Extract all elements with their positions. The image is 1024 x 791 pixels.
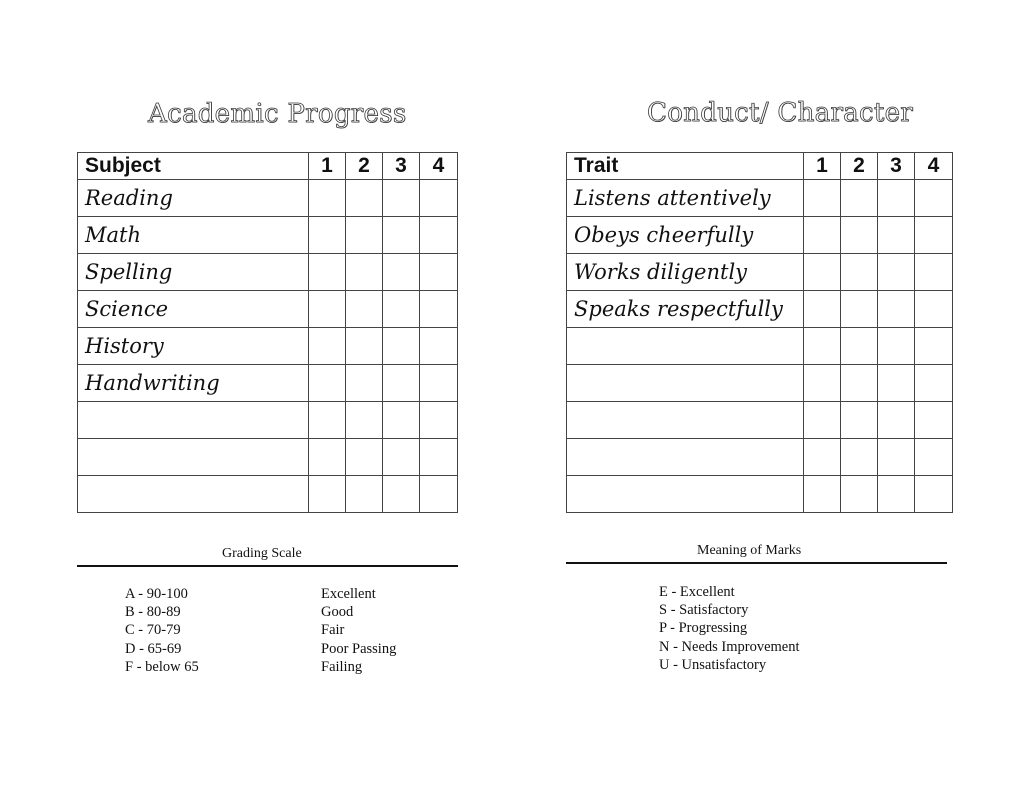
mark-cell-term-3[interactable] xyxy=(383,402,420,439)
mark-cell-term-1[interactable] xyxy=(309,180,346,217)
mark-cell-term-2[interactable] xyxy=(841,402,878,439)
mark-cell-term-4[interactable] xyxy=(420,476,458,513)
mark-cell-term-4[interactable] xyxy=(915,217,953,254)
mark-cell-term-3[interactable] xyxy=(383,180,420,217)
term-1-column-header: 1 xyxy=(309,153,346,180)
academic-label-cell: Math xyxy=(78,217,309,254)
conduct-label-cell: Works diligently xyxy=(567,254,804,291)
table-row xyxy=(78,180,458,217)
academic-label-cell: Science xyxy=(78,291,309,328)
mark-cell-term-4[interactable] xyxy=(420,291,458,328)
conduct-label-cell xyxy=(567,365,804,402)
mark-cell-term-3[interactable] xyxy=(383,439,420,476)
trait-column-header: Trait xyxy=(567,153,804,180)
mark-cell-term-2[interactable] xyxy=(346,291,383,328)
table-row xyxy=(78,365,458,402)
mark-cell-term-1[interactable] xyxy=(309,439,346,476)
academic-label-cell xyxy=(78,439,309,476)
academic-label-cell: Reading xyxy=(78,180,309,217)
term-2-column-header: 2 xyxy=(346,153,383,180)
grading-scale-title: Grading Scale xyxy=(222,546,302,561)
mark-cell-term-1[interactable] xyxy=(309,476,346,513)
mark-cell-term-4[interactable] xyxy=(915,402,953,439)
mark-cell-term-1[interactable] xyxy=(804,217,841,254)
conduct-character-table xyxy=(566,152,953,513)
mark-item: N - Needs Improvement xyxy=(659,638,800,655)
mark-cell-term-2[interactable] xyxy=(346,402,383,439)
mark-cell-term-1[interactable] xyxy=(804,328,841,365)
mark-cell-term-4[interactable] xyxy=(915,476,953,513)
conduct-label-cell xyxy=(567,402,804,439)
mark-cell-term-2[interactable] xyxy=(841,254,878,291)
mark-cell-term-4[interactable] xyxy=(915,328,953,365)
mark-cell-term-3[interactable] xyxy=(878,180,915,217)
academic-table-body xyxy=(78,180,458,513)
mark-item: E - Excellent xyxy=(659,584,735,600)
mark-cell-term-1[interactable] xyxy=(309,217,346,254)
conduct-label-cell: Listens attentively xyxy=(567,180,804,217)
mark-cell-term-2[interactable] xyxy=(346,439,383,476)
term-3-column-header: 3 xyxy=(383,153,420,180)
mark-cell-term-2[interactable] xyxy=(841,328,878,365)
mark-cell-term-4[interactable] xyxy=(420,328,458,365)
mark-cell-term-2[interactable] xyxy=(346,476,383,513)
mark-cell-term-4[interactable] xyxy=(420,402,458,439)
mark-cell-term-3[interactable] xyxy=(878,328,915,365)
table-row xyxy=(78,217,458,254)
grade-description-item: Poor Passing xyxy=(321,640,397,657)
term-1-column-header: 1 xyxy=(804,153,841,180)
mark-cell-term-1[interactable] xyxy=(309,328,346,365)
mark-cell-term-2[interactable] xyxy=(346,180,383,217)
table-row xyxy=(78,328,458,365)
grade-description-list xyxy=(321,585,396,676)
mark-cell-term-2[interactable] xyxy=(346,254,383,291)
academic-progress-title: Academic Progress xyxy=(148,99,407,129)
mark-cell-term-1[interactable] xyxy=(804,476,841,513)
grade-description-item: Good xyxy=(321,604,354,621)
table-row xyxy=(567,476,953,513)
mark-cell-term-3[interactable] xyxy=(878,402,915,439)
grade-description-item: Fair xyxy=(321,622,345,639)
table-row xyxy=(567,180,953,217)
mark-cell-term-1[interactable] xyxy=(309,291,346,328)
table-row xyxy=(78,254,458,291)
mark-cell-term-2[interactable] xyxy=(346,328,383,365)
mark-cell-term-3[interactable] xyxy=(383,291,420,328)
mark-cell-term-1[interactable] xyxy=(804,291,841,328)
term-4-column-header: 4 xyxy=(420,153,458,180)
academic-label-cell xyxy=(78,402,309,439)
mark-cell-term-4[interactable] xyxy=(915,365,953,402)
academic-label-cell: Handwriting xyxy=(78,365,309,402)
academic-progress-table xyxy=(77,152,458,513)
mark-cell-term-4[interactable] xyxy=(915,291,953,328)
mark-cell-term-1[interactable] xyxy=(309,365,346,402)
table-row xyxy=(78,291,458,328)
mark-cell-term-3[interactable] xyxy=(383,254,420,291)
mark-cell-term-4[interactable] xyxy=(420,217,458,254)
mark-cell-term-3[interactable] xyxy=(878,476,915,513)
mark-cell-term-4[interactable] xyxy=(420,254,458,291)
mark-cell-term-1[interactable] xyxy=(804,180,841,217)
academic-header-row xyxy=(78,153,458,180)
grade-range-item: C - 70-79 xyxy=(125,622,181,639)
mark-cell-term-3[interactable] xyxy=(383,217,420,254)
conduct-header-row xyxy=(567,153,953,180)
mark-cell-term-4[interactable] xyxy=(420,439,458,476)
mark-cell-term-2[interactable] xyxy=(346,365,383,402)
mark-cell-term-3[interactable] xyxy=(878,254,915,291)
mark-cell-term-2[interactable] xyxy=(841,476,878,513)
table-row xyxy=(78,439,458,476)
academic-label-cell: Spelling xyxy=(78,254,309,291)
conduct-table-body xyxy=(567,180,953,513)
mark-cell-term-3[interactable] xyxy=(878,439,915,476)
mark-cell-term-2[interactable] xyxy=(841,291,878,328)
conduct-character-title: Conduct/ Character xyxy=(647,98,914,128)
grade-range-item: B - 80-89 xyxy=(125,604,181,621)
term-3-column-header: 3 xyxy=(878,153,915,180)
conduct-label-cell: Obeys cheerfully xyxy=(567,217,804,254)
mark-item: S - Satisfactory xyxy=(659,602,749,619)
mark-cell-term-4[interactable] xyxy=(915,254,953,291)
conduct-label-cell: Speaks respectfully xyxy=(567,291,804,328)
grade-description-item: Excellent xyxy=(321,586,376,602)
table-row xyxy=(567,402,953,439)
mark-cell-term-2[interactable] xyxy=(841,439,878,476)
mark-cell-term-3[interactable] xyxy=(383,476,420,513)
mark-cell-term-2[interactable] xyxy=(841,180,878,217)
grade-range-list xyxy=(125,585,199,676)
conduct-label-cell xyxy=(567,476,804,513)
mark-item: U - Unsatisfactory xyxy=(659,656,767,673)
mark-cell-term-1[interactable] xyxy=(309,254,346,291)
conduct-label-cell xyxy=(567,328,804,365)
meaning-of-marks-title: Meaning of Marks xyxy=(697,543,802,558)
mark-cell-term-1[interactable] xyxy=(804,439,841,476)
mark-cell-term-2[interactable] xyxy=(841,365,878,402)
table-row xyxy=(78,402,458,439)
grade-range-item: F - below 65 xyxy=(125,658,199,675)
term-4-column-header: 4 xyxy=(915,153,953,180)
grade-range-item: D - 65-69 xyxy=(125,640,182,657)
mark-cell-term-3[interactable] xyxy=(878,291,915,328)
table-row xyxy=(78,476,458,513)
mark-cell-term-1[interactable] xyxy=(309,402,346,439)
mark-cell-term-1[interactable] xyxy=(804,365,841,402)
mark-cell-term-3[interactable] xyxy=(878,217,915,254)
mark-cell-term-4[interactable] xyxy=(915,180,953,217)
table-row xyxy=(567,254,953,291)
mark-cell-term-3[interactable] xyxy=(383,365,420,402)
mark-cell-term-2[interactable] xyxy=(346,217,383,254)
mark-cell-term-3[interactable] xyxy=(383,328,420,365)
conduct-label-cell xyxy=(567,439,804,476)
table-row xyxy=(567,365,953,402)
academic-label-cell: History xyxy=(78,328,309,365)
grade-description-item: Failing xyxy=(321,658,363,675)
subject-column-header: Subject xyxy=(78,153,309,180)
mark-cell-term-1[interactable] xyxy=(804,254,841,291)
mark-cell-term-3[interactable] xyxy=(878,365,915,402)
mark-cell-term-2[interactable] xyxy=(841,217,878,254)
table-row xyxy=(567,439,953,476)
mark-item: P - Progressing xyxy=(659,620,748,637)
table-row xyxy=(567,217,953,254)
mark-cell-term-4[interactable] xyxy=(915,439,953,476)
meaning-of-marks-divider xyxy=(566,562,947,564)
grading-scale-divider xyxy=(77,565,458,567)
grade-range-item: A - 90-100 xyxy=(125,586,188,602)
term-2-column-header: 2 xyxy=(841,153,878,180)
table-row xyxy=(567,291,953,328)
mark-cell-term-4[interactable] xyxy=(420,180,458,217)
mark-cell-term-4[interactable] xyxy=(420,365,458,402)
mark-cell-term-1[interactable] xyxy=(804,402,841,439)
marks-list xyxy=(659,583,800,674)
academic-label-cell xyxy=(78,476,309,513)
table-row xyxy=(567,328,953,365)
